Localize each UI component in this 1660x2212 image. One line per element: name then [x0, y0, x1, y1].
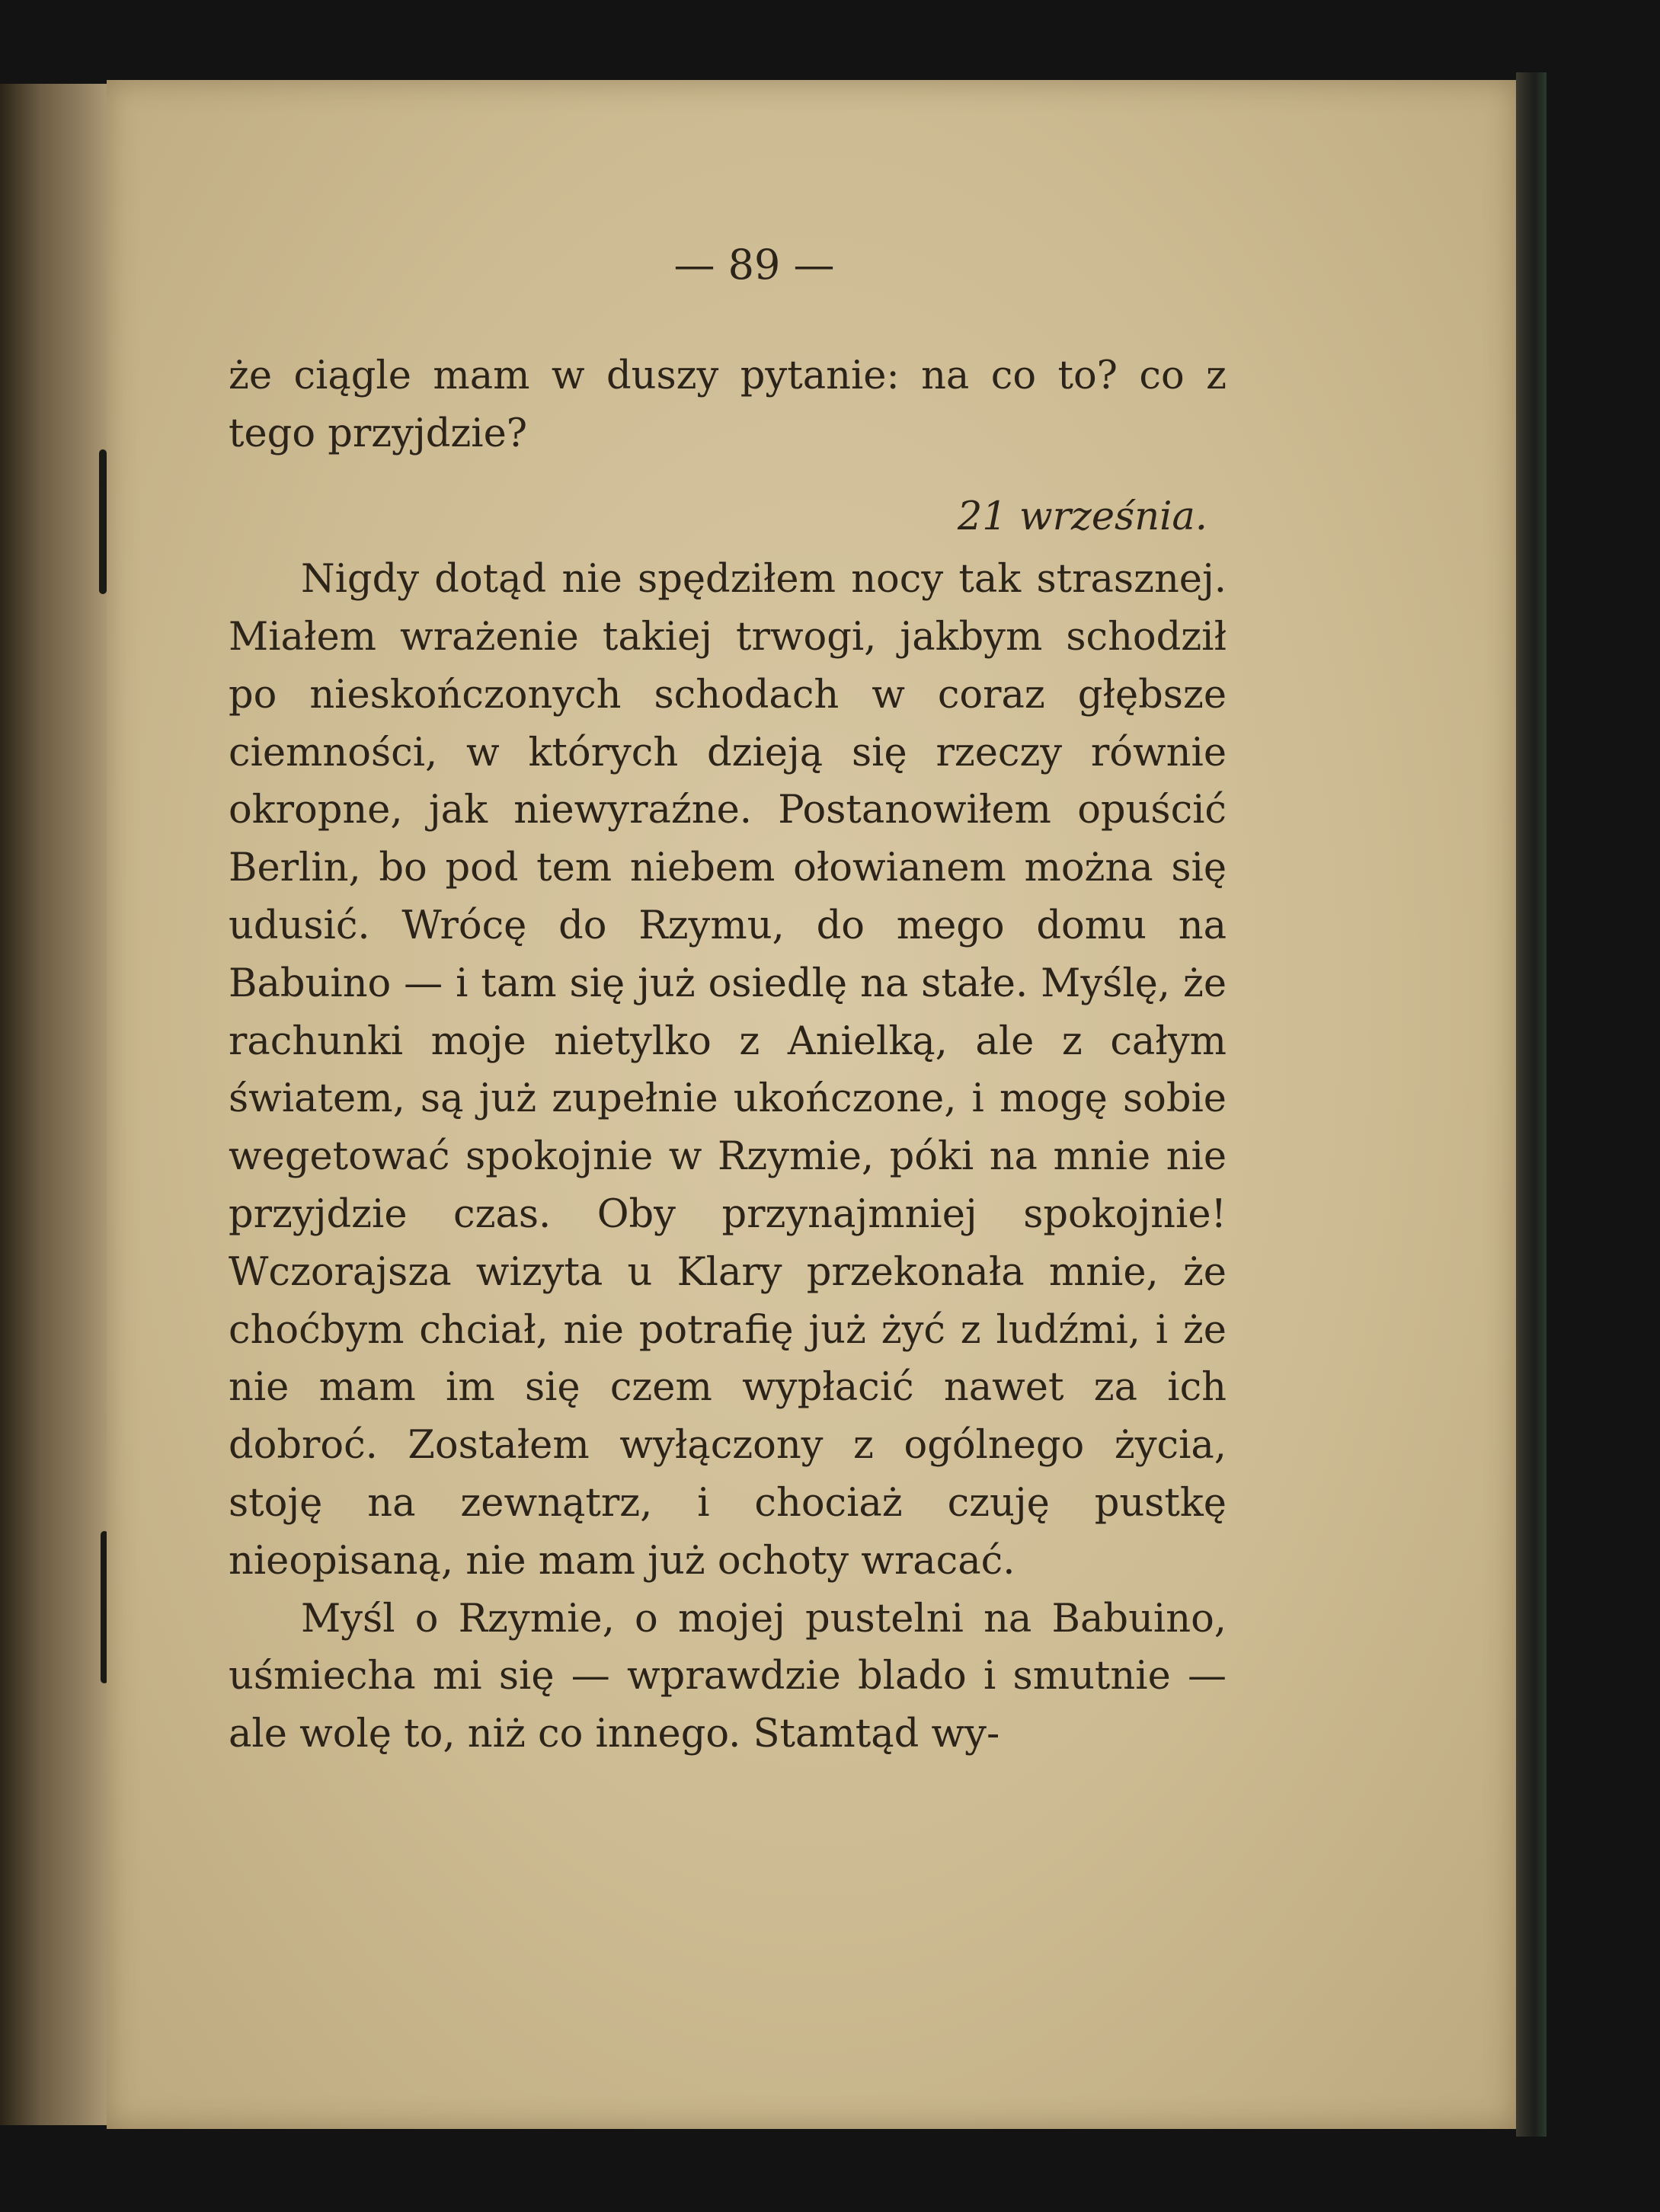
page-edge — [1516, 72, 1546, 2137]
book-spine — [0, 84, 114, 2125]
page-text — [229, 236, 1227, 1763]
paragraph: Nigdy dotąd nie spędziłem nocy tak strasznej. Miałem wrażenie takiej trwogi, jakbym schodził po nieskończonych schodach w coraz głębsze ciemności, w których dzieją się rzeczy równie okropne, jak niewyraźne. Postanowiłem opuścić Berlin, bo pod tem niebem ołowianem można się udusić. Wrócę do Rzymu, do mego domu na Babuino — i tam się już osiedlę na stałe. Myślę, że rachunki moje nietylko z Anielką, ale z całym światem, są już zupełnie ukończone, i mogę sobie wegetować spokojnie w Rzymie, póki na mnie nie przyjdzie czas. Oby przynajmniej spokojnie! Wczorajsza wizyta u Klary przekonała mnie, że choćbym chciał, nie potrafię już żyć z ludźmi, i że nie mam im się czem wypłacić nawet za ich dobroć. Zostałem wyłączony z ogólnego życia, stoję na zewnątrz, i chociaż czuję pustkę nieopisaną, nie mam już ochoty wracać. — [229, 557, 1227, 1584]
page-number: — 89 — — [673, 241, 835, 289]
binding-stitch-top — [99, 449, 107, 594]
paragraph: Myśl o Rzymie, o mojej pustelni na Babuino, uśmiecha mi się — wprawdzie blado i smutnie — ale wolę to, niż co innego. Stamtąd wy- — [229, 1596, 1227, 1757]
paragraph-continued: że ciągle mam w duszy pytanie: na co to? co z tego przyjdzie? — [229, 353, 1227, 456]
diary-entry-date: 21 września. — [957, 494, 1207, 540]
